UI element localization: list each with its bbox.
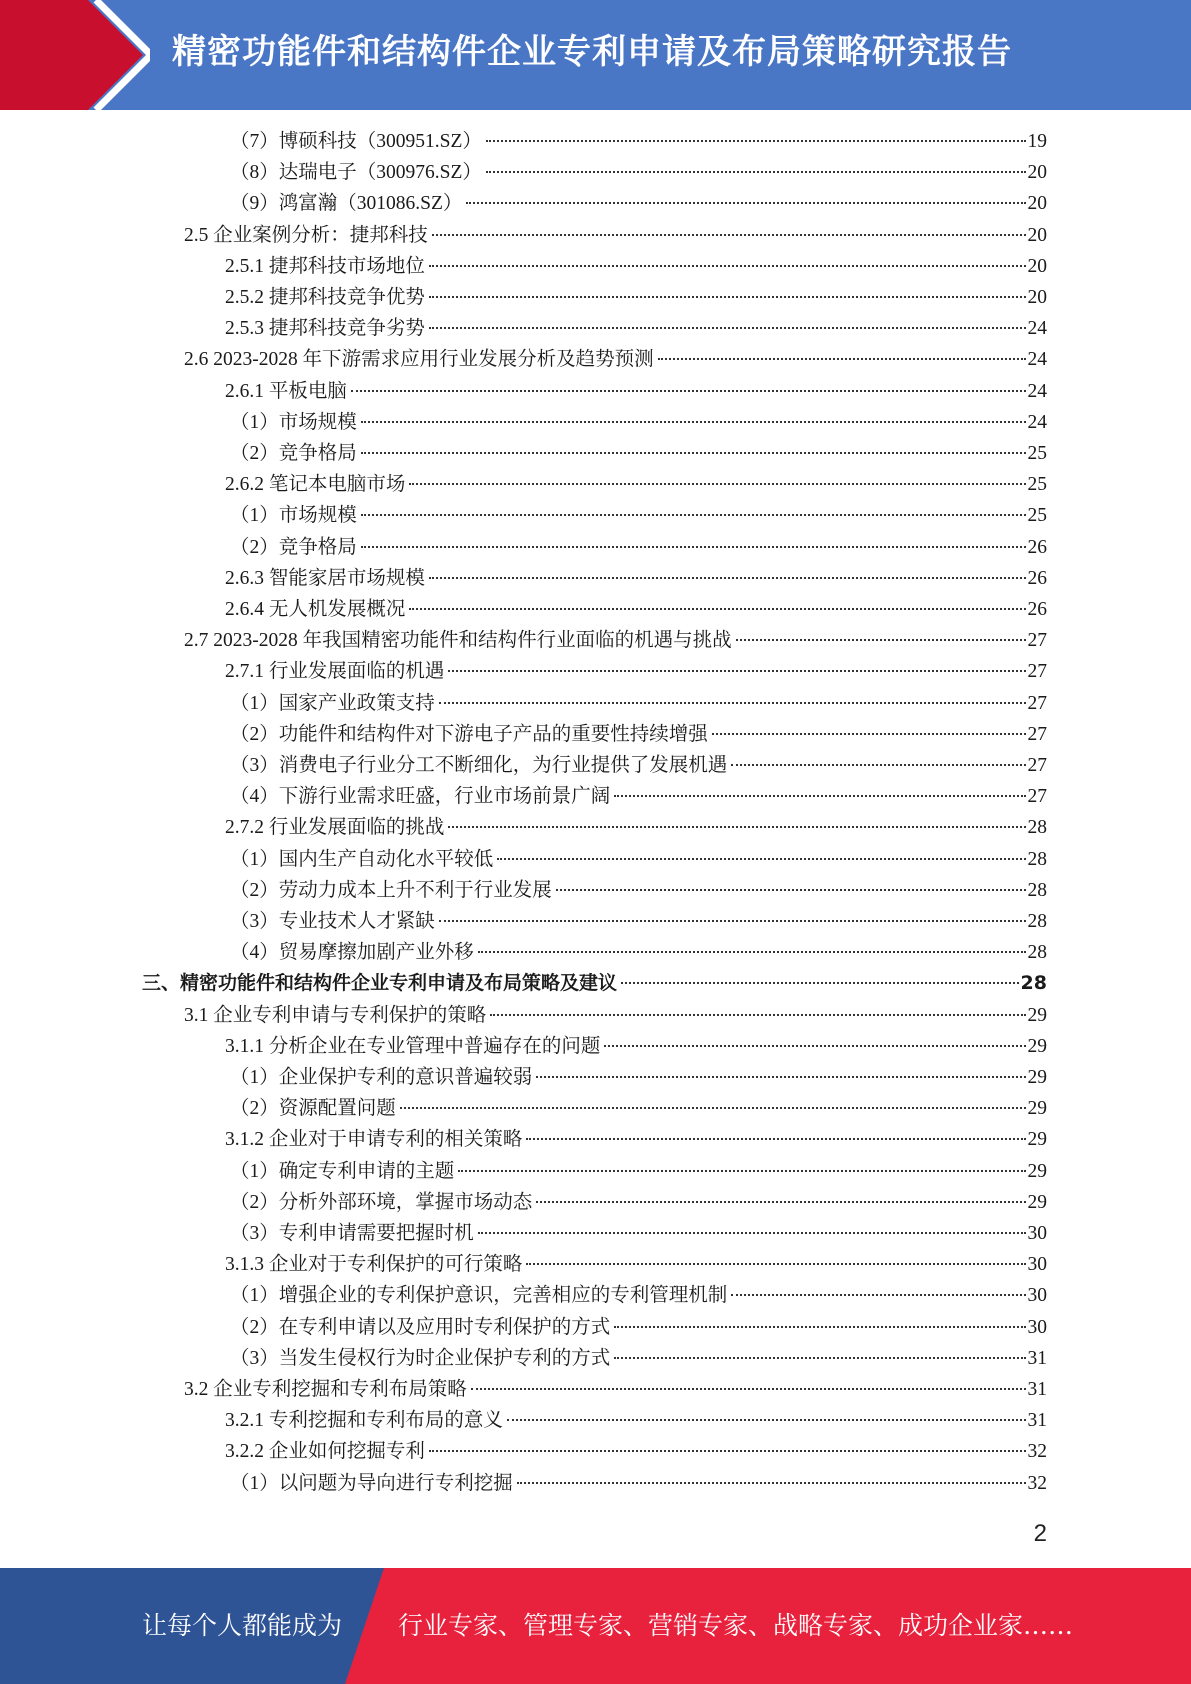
toc-entry[interactable] [230, 875, 1047, 906]
toc-entry-page: 25 [1027, 443, 1047, 464]
toc-dot-leader [361, 421, 1026, 423]
toc-entry-page: 24 [1027, 349, 1047, 370]
toc-entry[interactable] [230, 500, 1047, 531]
footer-slogan-right: 行业专家、管理专家、营销专家、战略专家、成功企业家…… [398, 1611, 1074, 1640]
toc-entry[interactable] [230, 532, 1047, 563]
toc-entry-label: （9）鸿富瀚（301086.SZ） [230, 193, 463, 214]
toc-dot-leader [429, 1450, 1026, 1452]
toc-entry[interactable] [225, 1405, 1047, 1436]
toc-entry[interactable] [230, 1187, 1047, 1218]
toc-entry-label: 2.5.3 捷邦科技竞争劣势 [225, 318, 425, 339]
toc-entry-page: 27 [1027, 724, 1047, 745]
toc-entry[interactable] [225, 1249, 1047, 1280]
toc-entry-label: （1）国家产业政策支持 [230, 693, 435, 714]
toc-entry-page: 20 [1027, 193, 1047, 214]
toc-entry[interactable] [230, 1343, 1047, 1374]
toc-entry[interactable] [230, 688, 1047, 719]
toc-entry[interactable] [225, 594, 1047, 625]
toc-dot-leader [731, 764, 1025, 766]
toc-entry-page: 28 [1027, 849, 1047, 870]
toc-entry-label: 3.2 企业专利挖掘和专利布局策略 [184, 1379, 467, 1400]
toc-dot-leader [409, 608, 1025, 610]
toc-entry-page: 28 [1027, 942, 1047, 963]
toc-entry-label: （1）增强企业的专利保护意识，完善相应的专利管理机制 [230, 1285, 728, 1306]
footer-slogan-left: 让每个人都能成为 [142, 1611, 343, 1640]
toc-dot-leader [486, 171, 1026, 173]
toc-entry-page: 31 [1027, 1410, 1047, 1431]
toc-entry[interactable] [142, 968, 1047, 999]
toc-dot-leader [497, 858, 1025, 860]
toc-entry[interactable] [225, 376, 1047, 407]
toc-entry-label: 3.1.1 分析企业在专业管理中普遍存在的问题 [225, 1036, 601, 1057]
toc-dot-leader [429, 265, 1026, 267]
toc-dot-leader [621, 982, 1019, 984]
toc-entry[interactable] [225, 251, 1047, 282]
toc-dot-leader [458, 1170, 1025, 1172]
toc-entry-page: 20 [1027, 287, 1047, 308]
toc-dot-leader [526, 1263, 1025, 1265]
toc-entry-page: 28 [1027, 880, 1047, 901]
toc-entry-label: 2.6.2 笔记本电脑市场 [225, 474, 406, 495]
toc-entry[interactable] [225, 469, 1047, 500]
toc-entry-page: 27 [1027, 630, 1047, 651]
toc-entry-label: （1）以问题为导向进行专利挖掘 [230, 1473, 513, 1494]
toc-entry[interactable] [230, 126, 1047, 157]
toc-entry-label: 2.6 2023-2028 年下游需求应用行业发展分析及趋势预测 [184, 349, 654, 370]
toc-dot-leader [731, 1294, 1025, 1296]
toc-entry-page: 29 [1027, 1129, 1047, 1150]
toc-entry-page: 31 [1027, 1348, 1047, 1369]
toc-dot-leader [614, 1326, 1025, 1328]
toc-entry[interactable] [230, 844, 1047, 875]
toc-dot-leader [614, 1357, 1025, 1359]
toc-entry[interactable] [230, 188, 1047, 219]
toc-entry[interactable] [230, 438, 1047, 469]
toc-entry-page: 29 [1027, 1067, 1047, 1088]
toc-entry-page: 20 [1027, 225, 1047, 246]
toc-entry[interactable] [230, 1280, 1047, 1311]
toc-entry[interactable] [225, 1436, 1047, 1467]
toc-entry-label: （1）企业保护专利的意识普遍较弱 [230, 1067, 533, 1088]
toc-entry-page: 19 [1027, 131, 1047, 152]
toc-entry[interactable] [225, 1124, 1047, 1155]
toc-entry[interactable] [184, 220, 1047, 251]
toc-dot-leader [432, 234, 1026, 236]
toc-dot-leader [439, 920, 1026, 922]
toc-entry[interactable] [225, 1031, 1047, 1062]
toc-entry-page: 32 [1027, 1441, 1047, 1462]
toc-entry-label: （2）资源配置问题 [230, 1098, 396, 1119]
toc-entry[interactable] [230, 781, 1047, 812]
toc-entry-page: 30 [1027, 1223, 1047, 1244]
toc-entry-label: （4）贸易摩擦加剧产业外移 [230, 942, 474, 963]
toc-entry-page: 20 [1027, 256, 1047, 277]
toc-entry-label: 3.1.3 企业对于专利保护的可行策略 [225, 1254, 523, 1275]
toc-dot-leader [429, 577, 1026, 579]
toc-entry-label: （3）当发生侵权行为时企业保护专利的方式 [230, 1348, 611, 1369]
toc-dot-leader [361, 546, 1026, 548]
toc-dot-leader [351, 390, 1026, 392]
toc-entry-label: （2）分析外部环境，掌握市场动态 [230, 1192, 533, 1213]
toc-entry-label: （2）在专利申请以及应用时专利保护的方式 [230, 1317, 611, 1338]
toc-entry-label: 2.7.2 行业发展面临的挑战 [225, 817, 445, 838]
toc-entry[interactable] [230, 1312, 1047, 1343]
toc-dot-leader [429, 296, 1026, 298]
toc-entry[interactable] [230, 937, 1047, 968]
toc-entry-label: （4）下游行业需求旺盛，行业市场前景广阔 [230, 786, 611, 807]
toc-entry-page: 30 [1027, 1317, 1047, 1338]
toc-dot-leader [556, 889, 1026, 891]
toc-entry-label: 3.2.2 企业如何挖掘专利 [225, 1441, 425, 1462]
toc-entry-page: 29 [1027, 1005, 1047, 1026]
toc-entry-page: 24 [1027, 412, 1047, 433]
toc-entry[interactable] [225, 313, 1047, 344]
toc-dot-leader [517, 1482, 1026, 1484]
toc-entry-label: （2）劳动力成本上升不利于行业发展 [230, 880, 552, 901]
toc-entry-label: 2.7.1 行业发展面临的机遇 [225, 661, 445, 682]
toc-entry[interactable] [184, 625, 1047, 656]
toc-dot-leader [486, 140, 1026, 142]
toc-entry[interactable] [225, 656, 1047, 687]
toc-dot-leader [466, 202, 1025, 204]
toc-entry[interactable] [184, 1374, 1047, 1405]
toc-entry-label: 3.2.1 专利挖掘和专利布局的意义 [225, 1410, 503, 1431]
toc-entry[interactable] [230, 1218, 1047, 1249]
toc-entry-page: 30 [1027, 1285, 1047, 1306]
toc-entry-page: 27 [1027, 693, 1047, 714]
toc-dot-leader [526, 1138, 1025, 1140]
toc-dot-leader [409, 483, 1025, 485]
toc-entry[interactable] [230, 906, 1047, 937]
toc-entry-label: （1）国内生产自动化水平较低 [230, 849, 494, 870]
toc-entry-page: 29 [1027, 1036, 1047, 1057]
toc-entry-page: 27 [1027, 755, 1047, 776]
toc-entry-label: （7）博硕科技（300951.SZ） [230, 131, 482, 152]
toc-dot-leader [361, 514, 1026, 516]
toc-dot-leader [507, 1419, 1026, 1421]
toc-entry-page: 24 [1027, 381, 1047, 402]
toc-entry-label: （2）功能件和结构件对下游电子产品的重要性持续增强 [230, 724, 708, 745]
toc-entry-page: 31 [1027, 1379, 1047, 1400]
toc-entry-label: 2.6.4 无人机发展概况 [225, 599, 406, 620]
toc-entry[interactable] [184, 344, 1047, 375]
toc-dot-leader [400, 1107, 1026, 1109]
toc-entry-page: 27 [1027, 661, 1047, 682]
toc-entry-label: 2.7 2023-2028 年我国精密功能件和结构件行业面临的机遇与挑战 [184, 630, 732, 651]
toc-entry-page: 27 [1027, 786, 1047, 807]
toc-dot-leader [658, 358, 1026, 360]
toc-entry[interactable] [230, 1062, 1047, 1093]
toc-dot-leader [478, 951, 1026, 953]
toc-dot-leader [471, 1388, 1026, 1390]
toc-entry[interactable] [184, 1000, 1047, 1031]
toc-entry-label: 2.6.1 平板电脑 [225, 381, 347, 402]
toc-entry-page: 20 [1027, 162, 1047, 183]
toc-entry-page: 25 [1027, 505, 1047, 526]
toc-entry[interactable] [230, 719, 1047, 750]
toc-entry-page: 26 [1027, 568, 1047, 589]
toc-entry-page: 26 [1027, 599, 1047, 620]
toc-entry-page: 29 [1027, 1161, 1047, 1182]
page-number: 2 [1033, 1520, 1047, 1547]
toc-entry[interactable] [225, 563, 1047, 594]
toc-dot-leader [361, 452, 1026, 454]
toc-dot-leader [478, 1232, 1026, 1234]
toc-dot-leader [439, 702, 1026, 704]
toc-dot-leader [536, 1201, 1025, 1203]
toc-entry-label: （2）竞争格局 [230, 443, 357, 464]
toc-entry-label: 三、精密功能件和结构件企业专利申请及布局策略及建议 [142, 972, 618, 994]
toc-entry[interactable] [230, 750, 1047, 781]
toc-entry-label: 2.5 企业案例分析：捷邦科技 [184, 225, 428, 246]
toc-entry[interactable] [225, 812, 1047, 843]
toc-entry-page: 30 [1027, 1254, 1047, 1275]
toc-entry-label: （1）确定专利申请的主题 [230, 1161, 455, 1182]
toc-entry-label: 2.5.2 捷邦科技竞争优势 [225, 287, 425, 308]
toc-dot-leader [429, 327, 1026, 329]
toc-entry-page: 28 [1027, 911, 1047, 932]
toc-dot-leader [712, 733, 1026, 735]
toc-entry-page: 28 [1027, 817, 1047, 838]
toc-entry-page: 29 [1027, 1192, 1047, 1213]
toc-entry[interactable] [225, 282, 1047, 313]
toc-dot-leader [604, 1045, 1025, 1047]
toc-dot-leader [490, 1014, 1025, 1016]
report-title: 精密功能件和结构件企业专利申请及布局策略研究报告 [172, 32, 1012, 72]
toc-dot-leader [536, 1076, 1025, 1078]
toc-entry[interactable] [230, 1093, 1047, 1124]
toc-entry-page: 25 [1027, 474, 1047, 495]
toc-entry-label: 3.1.2 企业对于申请专利的相关策略 [225, 1129, 523, 1150]
toc-entry-label: （2）竞争格局 [230, 537, 357, 558]
toc-dot-leader [448, 826, 1025, 828]
toc-dot-leader [614, 795, 1025, 797]
toc-dot-leader [448, 670, 1025, 672]
toc-entry[interactable] [230, 1156, 1047, 1187]
page-header [0, 0, 1191, 110]
toc-entry-label: （1）市场规模 [230, 505, 357, 526]
toc-entry-page: 26 [1027, 537, 1047, 558]
toc-entry-label: （3）专业技术人才紧缺 [230, 911, 435, 932]
toc-entry-label: 2.6.3 智能家居市场规模 [225, 568, 425, 589]
toc-entry-page: 32 [1027, 1473, 1047, 1494]
toc-entry-label: （3）专利申请需要把握时机 [230, 1223, 474, 1244]
toc-entry-page: 29 [1027, 1098, 1047, 1119]
toc-entry-page: 28 [1020, 972, 1047, 994]
toc-entry[interactable] [230, 407, 1047, 438]
toc-entry[interactable] [230, 157, 1047, 188]
toc-entry-label: 3.1 企业专利申请与专利保护的策略 [184, 1005, 487, 1026]
toc-entry[interactable] [230, 1468, 1047, 1499]
toc-entry-page: 24 [1027, 318, 1047, 339]
toc-entry-label: （1）市场规模 [230, 412, 357, 433]
header-red-chevron [0, 0, 150, 110]
toc-entry-label: 2.5.1 捷邦科技市场地位 [225, 256, 425, 277]
toc-entry-label: （3）消费电子行业分工不断细化，为行业提供了发展机遇 [230, 755, 728, 776]
toc-entry-label: （8）达瑞电子（300976.SZ） [230, 162, 482, 183]
page-footer [0, 1568, 1191, 1684]
toc-dot-leader [736, 639, 1026, 641]
